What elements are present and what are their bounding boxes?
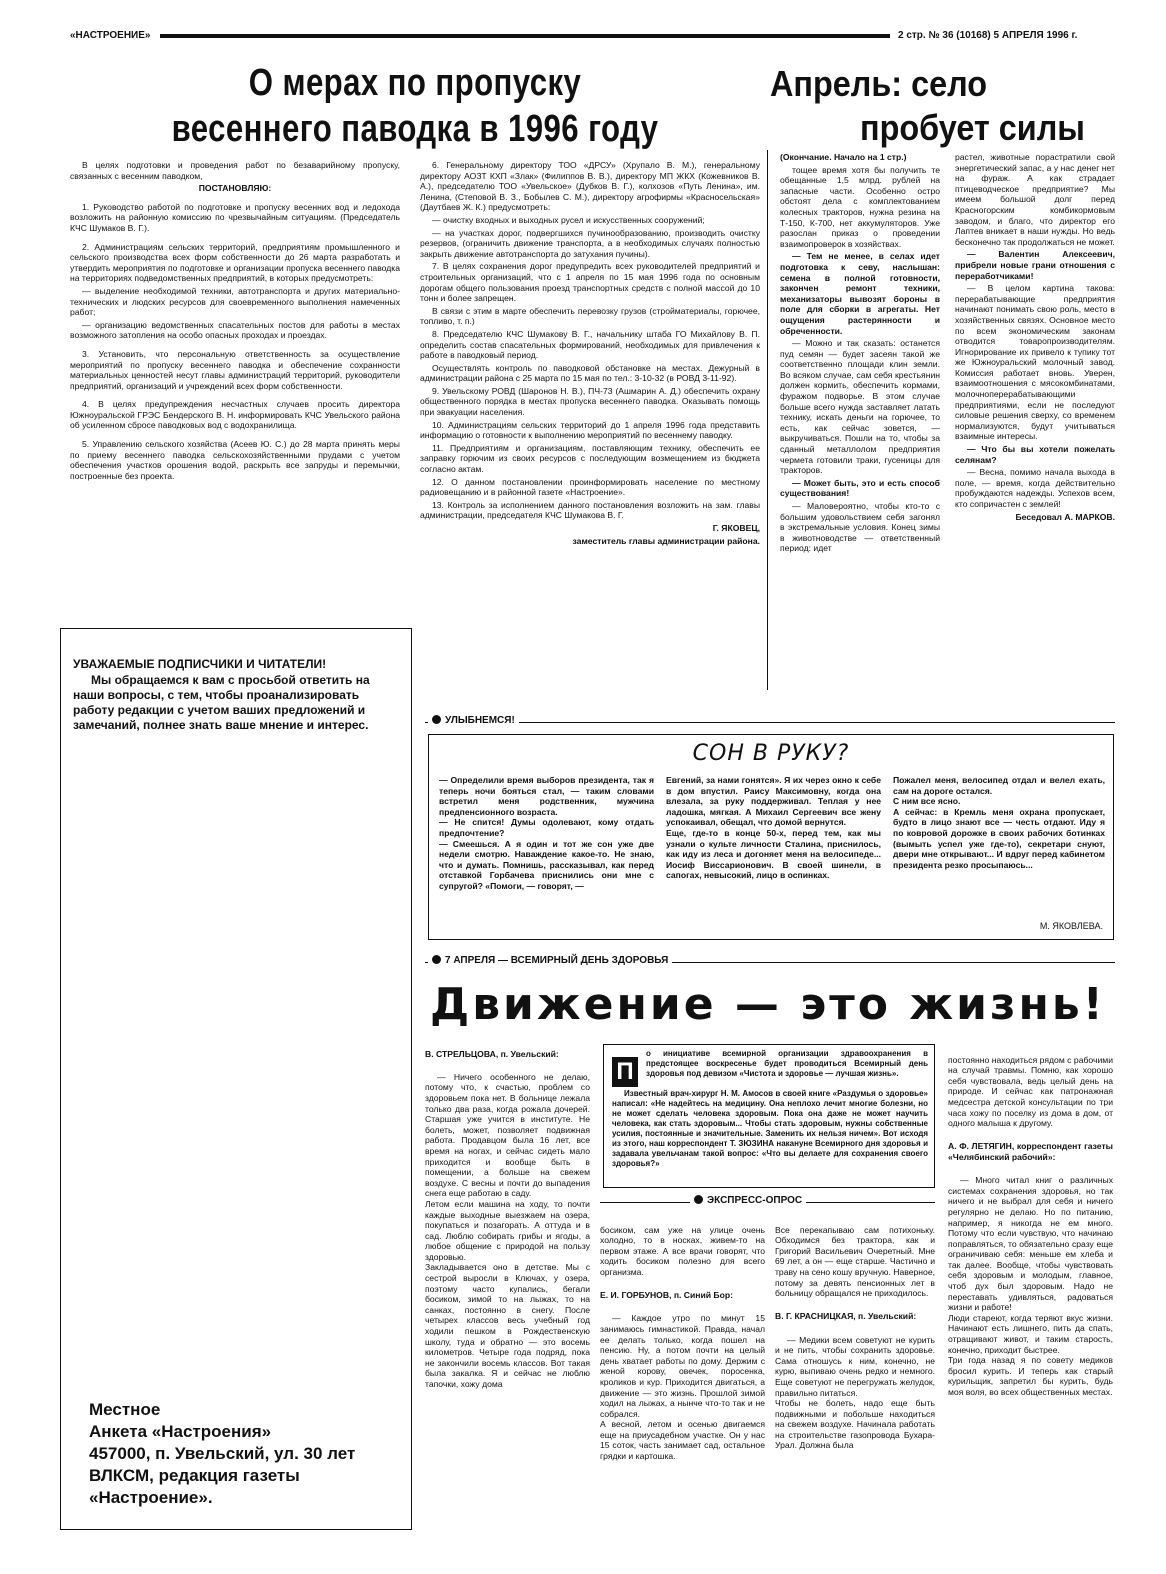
flood-title-line2: весеннего паводка в 1996 году bbox=[171, 108, 659, 150]
address-line1: Местное bbox=[89, 1400, 161, 1419]
april-q3: — Валентин Алексеевич, прибрели новые грани отношения с переработчиками! bbox=[955, 249, 1115, 281]
flood-p13: 13. Контроль за исполнением данного постановления возложить на зам. главы администрации, председателя КЧС Шумакова В. Г. bbox=[420, 499, 760, 521]
paper-name: «НАСТРОЕНИЕ» bbox=[70, 30, 151, 41]
dropcap: П bbox=[612, 1057, 638, 1087]
flood-decree: ПОСТАНОВЛЯЮ: bbox=[198, 183, 272, 194]
humor-rule bbox=[425, 722, 1115, 723]
answer4-name: А. Ф. ЛЕТЯГИН, корреспондент газеты «Челябинский рабочий»: bbox=[948, 1141, 1113, 1162]
april-q4: — Что бы вы хотели пожелать селянам? bbox=[955, 444, 1115, 465]
middle1-text: босиком, сам уже на улице очень холодно, то в носках, живем-то на первом этаже. А все врачи говорят, что ходить босиком полезно для всего организма. bbox=[600, 1224, 765, 1277]
health-column-4 bbox=[948, 1044, 1113, 1528]
answer1-text: — Ничего особенного не делаю, потому что, к счастью, проблем со здоровьем пока нет. В больнице лежала только два раза, когда рожала дочерей. Старшая уже учится в институте. Не болеть, может, позволяет подвижная работа. Продавцом была 16 лет, все время на ногах, и сейчас сидеть мало приходится и вообще быть в помещении, а больше на свежем воздухе. С весны и почти до выпадения снега еще работаю в саду. Летом если машина на ходу, то почти каждые выходные выезжаем на озера, покупаться и позагорать. А оттуда и в сад. Люблю собирать грибы и ягоды, а любое общение с природой на пользу здоровью. Закладывается оно в детстве. Мы с сестрой выросли в Ключах, у озера, поэтому часто купались, бегали босиком, зимой то на лыжах, то на санках, постоянно в снегу. После четырех классов весь учебный год ходили пешком в Рождественскую школу, туда и обратно — это восемь километров. Четыре года подряд, пока не закончили восемь классов. Вот такая была закалка. Я и сейчас не люблю тапочки, хожу дома bbox=[425, 1071, 590, 1389]
humor-author: М. ЯКОВЛЕВА. bbox=[1039, 921, 1103, 931]
answer2-text: — Каждое утро по минут 15 занимаюсь гимнастикой. Правда, начал ее делать только, когда пошел на пенсию. Ну, а потом почти на целый день хватает работы по дому. Держим с женой корову, овечек, поросенка, кроликов и кур. Приходится двигаться, а движение — это жизнь. Прошлой зимой ходил на лыжах, а нынче что-то так и не собрался. А весной, летом и осенью двигаемся еще на приусадебном участке. Он у нас 15 соток, часть занимает сад, остальное грядки и картошка. bbox=[600, 1313, 765, 1462]
flood-p7: 7. В целях сохранения дорог предупредить всех руководителей предприятий и строительных организаций, что с 1 апреля по 15 мая 1996 года по основным дорогам общего пользования проезд транспортных средств с полной массой до 10 тонн и более запрещен. bbox=[420, 261, 760, 304]
health-lead-box bbox=[603, 1044, 935, 1188]
subscribers-box bbox=[60, 628, 412, 1530]
middle2-text: Все перекапываю сам потихоньку. Обходимся без трактора, как и Григорий Васильевич Очеретный. Мне 69 лет, а он — еще старше. Частично и траву на сено кошу вручную. Наверное, потому за девять пенсионных лет в больницу обращался не приходилось. bbox=[775, 1224, 935, 1299]
subscribers-heading: УВАЖАЕМЫЕ ПОДПИСЧИКИ И ЧИТАТЕЛИ! bbox=[73, 657, 327, 671]
humor-rubric-label: УЛЫБНЕМСЯ! bbox=[445, 715, 515, 726]
flood-p5: 5. Управлению сельского хозяйства (Асеев Ю. С.) до 28 марта принять меры по приему весеннего паводка сельскохозяйственными прудами с учетом обеспечения участков орошения водой, раскрыть все запруды и перемычки, построенные без проекта. bbox=[70, 439, 400, 481]
health-lead: о инициативе всемирной организации здравоохранения в предстоящее воскресенье будет проводиться Всемирный день здоровья под девизом «Чистота и здоровье — лучшая жизнь». bbox=[646, 1049, 928, 1078]
health-rubric-label: 7 АПРЕЛЯ — ВСЕМИРНЫЙ ДЕНЬ ЗДОРОВЬЯ bbox=[445, 955, 669, 966]
april-column-1 bbox=[780, 152, 940, 692]
april-q2: — Может быть, это и есть способ существования! bbox=[780, 477, 940, 499]
bullet-icon bbox=[432, 715, 441, 724]
flood-p3: 3. Установить, что персональную ответственность за осуществление мероприятий по пропуску весеннего паводка и обеспечение сохранности материальных ценностей несут главы администраций территорий, руководители предприятий, организаций и учреждений всех форм собственности. bbox=[70, 348, 400, 391]
april-title-line1: Апрель: село bbox=[770, 63, 988, 104]
flood-p11: 11. Предприятиям и организациям, поставляющим технику, обеспечить ее заправку горючим из своих ресурсов с последующим возмещением из бюджета согласно актам. bbox=[420, 442, 760, 475]
april-column-2 bbox=[955, 152, 1115, 692]
flood-signature-title: заместитель главы администрации района. bbox=[572, 535, 760, 546]
april-q1: — Тем не менее, в селах идет подготовка к севу, наслышан: семена в полной готовности, закончен ремонт техники, механизаторы вывозят бороны в поле для сборки в агрегаты. Нет ощущения растерянности и обреченности. bbox=[780, 251, 940, 336]
column-divider bbox=[767, 150, 768, 690]
flood-title-line1: О мерах по пропуску bbox=[248, 62, 582, 104]
express-rubric-label: ЭКСПРЕСС-ОПРОС bbox=[707, 1195, 803, 1206]
answer3-text: — Медики всем советуют не курить и не пить, чтобы сохранить здоровье. Сама отношусь к ним, конечно, не курю, выпиваю очень редко и немного. Еще советуют не перегружать желудок, правильно питаться. Чтобы не болеть, надо еще быть подвижными и побольше находиться на свежем воздухе. Начинала работать на строительстве газопровода Бухара-Урал. Должна была bbox=[775, 1334, 935, 1451]
express-rubric bbox=[690, 1195, 806, 1206]
flood-p8b: Осуществлять контроль по паводковой обстановке на местах. Дежурный в администрации района с 25 марта по 15 мая по тел.: 3-10-32 (в РОВД 3-11-92). bbox=[420, 362, 760, 384]
flood-signature: Г. ЯКОВЕЦ, bbox=[712, 523, 760, 533]
bullet-icon bbox=[432, 955, 441, 964]
flood-p7b: В связи с этим в марте обеспечить перевозку грузов (стройматериалы, горючее, топливо, т. п.) bbox=[420, 305, 760, 327]
flood-intro: В целях подготовки и проведения работ по безаварийному пропуску, связанных с весенним паводком, bbox=[70, 160, 400, 181]
flood-p2: 2. Администрациям сельских территорий, предприятиям промышленного и сельского производства всех форм собственности до 26 марта разработать и утвердить мероприятия по подготовке и организации пропуска весеннего паводка на территориях подведомственных предприятий, в которых предусмотреть: bbox=[70, 241, 400, 284]
april-c3: — Маловероятно, чтобы кто-то с большим удовольствием себя загонял в экстремальные условия. Конец зимы в животноводстве — ответственный период: идет bbox=[780, 501, 940, 554]
answer1-name: В. СТРЕЛЬЦОВА, п. Увельский: bbox=[425, 1048, 559, 1059]
answer2-name: Е. И. ГОРБУНОВ, п. Синий Бор: bbox=[600, 1290, 733, 1301]
humor-title: СОН В РУКУ? bbox=[692, 741, 850, 766]
april-title-line2: пробует силы bbox=[860, 107, 1085, 148]
subscribers-address bbox=[89, 1399, 399, 1509]
april-d2: — В целом картина такова: перерабатывающие предприятия начинают понимать свою роль, место в хозяйственных связях. Основное место по всем экономическим законам отводится товаропроизводителям. Игнорирование их привело к тупику тот же Южноуральский молочный завод. Комиссия работает вновь. Уверен, взаимоотношения с мясокомбинатами, молочноперерабатывающими предприятиями, если не последуют силовые решения сверху, со временем нормализуются, будут учитываться взаимные интересы. bbox=[955, 283, 1115, 442]
flood-p4: 4. В целях предупреждения несчастных случаев просить директора Южноуральской ГРЭС Бендерского В. Н. информировать КЧС Увельского района об усиленном сбросе паводковых вод с водохранилища. bbox=[70, 399, 400, 431]
humor-column-1: — Определили время выборов президента, так я теперь ночи бояться стал, — таким словами встретил меня родственник, мужчина предпенсионного возраста. — Не спится! Думы одолевают, кому отдать предпочтение? — Смеешься. А я один и тот же сон уже две недели смотрю. Наваждение какое-то. Не знаю, что и думать. Помнишь, рассказывал, как перед отставкой Горбачева приснились они мне с супругой? «Помоги, — говорят, — bbox=[439, 775, 654, 891]
april-byline: Беседовал А. МАРКОВ. bbox=[1015, 511, 1115, 522]
april-d1: растел, животные порастратили свой энергетический запас, а у нас денег нет на фураж. А как страдает птицеводческое предприятие? Мы имеем большой долг перед Красногорским комбикормовым заводом, и благо, что директор его Лаптев вникает в наши нужды. Но ведь бесконечно так продолжаться не может. bbox=[955, 152, 1115, 247]
april-d3: — Весна, помимо начала выхода в поле, — время, когда действительно пробуждаются надежды. Успехов всем, кто сопричастен с землей! bbox=[955, 467, 1115, 509]
flood-p6b: — на участках дорог, подвергшихся пучинообразованию, производить очистку резервов, (ограничить движение транспорта, а в необходимых случаях полностью закрыть движение автотранспорта до затухания пучины). bbox=[420, 227, 760, 259]
bullet-icon bbox=[694, 1195, 703, 1204]
health-column-2 bbox=[600, 1214, 765, 1528]
flood-p9: 9. Увельскому РОВД (Шаронов Н. В.), ПЧ-73 (Ашмарин А. Д.) обеспечить охрану общественного порядка в местах пропуска весеннего паводка. Оказывать помощь при эвакуации населения. bbox=[420, 385, 760, 418]
flood-p6a: — очистку входных и выходных русел и искусственных сооружений; bbox=[432, 214, 705, 225]
flood-p6: 6. Генеральному директору ТОО «ДРСУ» (Хрупало В. М.), генеральному директору АОЗТ КХП «Злак» (Филиппов В. В.), директору МП ЖКХ (Кожевников В. А.), председателю ТОО «Увельское» (Дубков В. Г.), колхозов «Путь Ленина», им. Ленина, (Степовой В. З., Бобылев С. М.), директору агрофирмы «Красносельская» (Даутбаев Ж. К.) предусмотреть: bbox=[420, 160, 760, 213]
flood-column-2 bbox=[420, 160, 760, 690]
health-title: Движение — это жизнь! bbox=[430, 979, 1106, 1030]
april-continuation: (Окончание. Начало на 1 стр.) bbox=[780, 152, 907, 162]
flood-p2a: — выделение необходимой техники, автотранспорта и других материально-технических и людских ресурсов для своевременного выполнения намеченных работ; bbox=[70, 285, 400, 318]
issue-info: 2 стр. № 36 (10168) 5 АПРЕЛЯ 1996 г. bbox=[898, 30, 1078, 41]
humor-column-3: Пожалел меня, велосипед отдал и велел ехать, сам на дороге остался. С ним все ясно. А сейчас: в Кремль меня охрана пропускает, будто в лицо знают все — честь отдают. Иду я по ковровой дорожке в своих рабочих ботинках (вымыть успел уже где-то), секретари снуют, двери мне открывают... И вдруг перед кабинетом президента резко просыпаюсь... bbox=[893, 775, 1105, 870]
april-c1: тощее время хотя бы получить те обещанные 1,5 млрд. рублей на запасные части. Особенно остро обстоят дела с комплектованием колесных тракторов, нужна резина на Т-150, К-700, нет аккумуляторов. Уже разослан приказ о проведении взаимопроверок в хозяйствах. bbox=[780, 164, 940, 249]
april-c2: — Можно и так сказать: останется пуд семян — будет засеян такой же соответственно площади клин земли. Во всяком случае, сам себя крестьянин должен кормить, обеспечить кормами, фуражом подворье. В этом случае больше всего нужда заставляет латать технику, искать деньги на горючее, то есть, как сейчас зовется, — выкручиваться. Пошли на то, чтобы за сданный металлолом предприятия чермета готовили траки, гусеницы для тракторов. bbox=[780, 338, 940, 476]
address-line3: 457000, п. Увельский, ул. 30 лет ВЛКСМ, редакция газеты «Настроение». bbox=[89, 1444, 356, 1507]
flood-column-1 bbox=[70, 160, 400, 610]
header-rule bbox=[160, 34, 890, 38]
right1-text: постоянно находиться рядом с рабочими на случай травмы. Помню, как хорошо себя чувствовала, ведь целый день на природе. И сейчас как патронажная медсестра детской консультации по три часа хожу по поселку из дома в дом, от одного малыша к другому. bbox=[948, 1054, 1113, 1129]
flood-p1: 1. Руководство работой по подготовке и пропуску весенних вод и ледохода возложить на районную комиссию по чрезвычайным ситуациям. (Председатель КЧС Шумаков В. Г.). bbox=[70, 201, 400, 233]
humor-box bbox=[428, 734, 1114, 940]
flood-p10: 10. Администрациям сельских территорий до 1 апреля 1996 года представить информацию о готовности к выполнению мероприятий по весеннему паводку. bbox=[420, 419, 760, 441]
address-line2: Анкета «Настроения» bbox=[89, 1422, 272, 1441]
answer4-text: — Много читал книг о различных системах сохранения здоровья, но так ничего и не выбрал для себя и ничего регулярно не делаю. Но по питанию, например, я никогда не ем много. Потому что если чувствую, что начинаю поправляться, то обязательно сразу еще ограничиваю себя: меньше ем хлеба и так далее. Вообще, чтобы чувствовать себя здоровым и молодым, главное, чтоб дух был здоровым. Надо не переставать удивляться, радоваться жизни и работе! Люди стареют, когда теряют вкус жизни. Начинают есть лишнего, пить да спать, отращивают живот, и таким старость, конечно, приходит быстрее. Три года назад я по совету медиков бросил курить. И теперь как старый курильщик, запретил бы курить, будь моя воля, во всех общественных местах. bbox=[948, 1175, 1113, 1397]
answer3-name: В. Г. КРАСНИЦКАЯ, п. Увельский: bbox=[775, 1311, 917, 1322]
subscribers-text: Мы обращаемся к вам с просьбой ответить на наши вопросы, с тем, чтобы проанализировать работу редакции с учетом ваших предложений и замечаний, полнее знать ваше мнение и интерес. bbox=[73, 673, 370, 732]
flood-title bbox=[70, 60, 760, 152]
humor-column-2: Евгений, за нами гонятся». Я их через окно к себе в дом впустил. Раису Максимовну, когда она влезала, за руку поддерживал. Теплая у нее ладошка, мягкая. А Михаил Сергеевич все жену успокаивал, обещал, что домой вернутся. Еще, где-то в конце 50-х, перед тем, как мы узнали о культе личности Сталина, приснилось, как иду из леса и догоняет меня на велосипеде... Иосиф Виссарионович. В своей шинели, в сапогах, невысокий, лицо в оспинках. bbox=[666, 775, 881, 881]
flood-p2b: — организацию ведомственных спасательных постов для работы в местах возможного затопления на особо опасных проходах и проездах. bbox=[70, 319, 400, 341]
flood-p12: 12. О данном постановлении проинформировать население по местному радиовещанию и в районной газете «Настроение». bbox=[420, 476, 760, 498]
flood-p8: 8. Председателю КЧС Шумакову В. Г., начальнику штаба ГО Михайлову В. П. определить состав спасательных формирований, необходимых для привлечения к работе в паводковый период. bbox=[420, 328, 760, 361]
health-rubric bbox=[428, 955, 672, 966]
health-column-1 bbox=[425, 1038, 590, 1528]
health-lead2: Известный врач-хирург Н. М. Амосов в своей книге «Раздумья о здоровье» написал: «Не надейтесь на медицину. Она неплохо лечит многие болезни, но не может сделать человека здоровым. Пока она даже не может научить человека, как стать здоровым... Чтобы стать здоровым, нужны собственные усилия, постоянные и значительные. Заменить их нельзя ничем». Вот исходя из этого, наш корреспондент Т. ЗЮЗИНА накануне Всемирного дня здоровья и задавала увельчанам такой вопрос: «Что вы делаете для сохранения своего здоровья?» bbox=[612, 1089, 928, 1168]
humor-rubric bbox=[428, 715, 519, 726]
health-column-3 bbox=[775, 1214, 935, 1528]
